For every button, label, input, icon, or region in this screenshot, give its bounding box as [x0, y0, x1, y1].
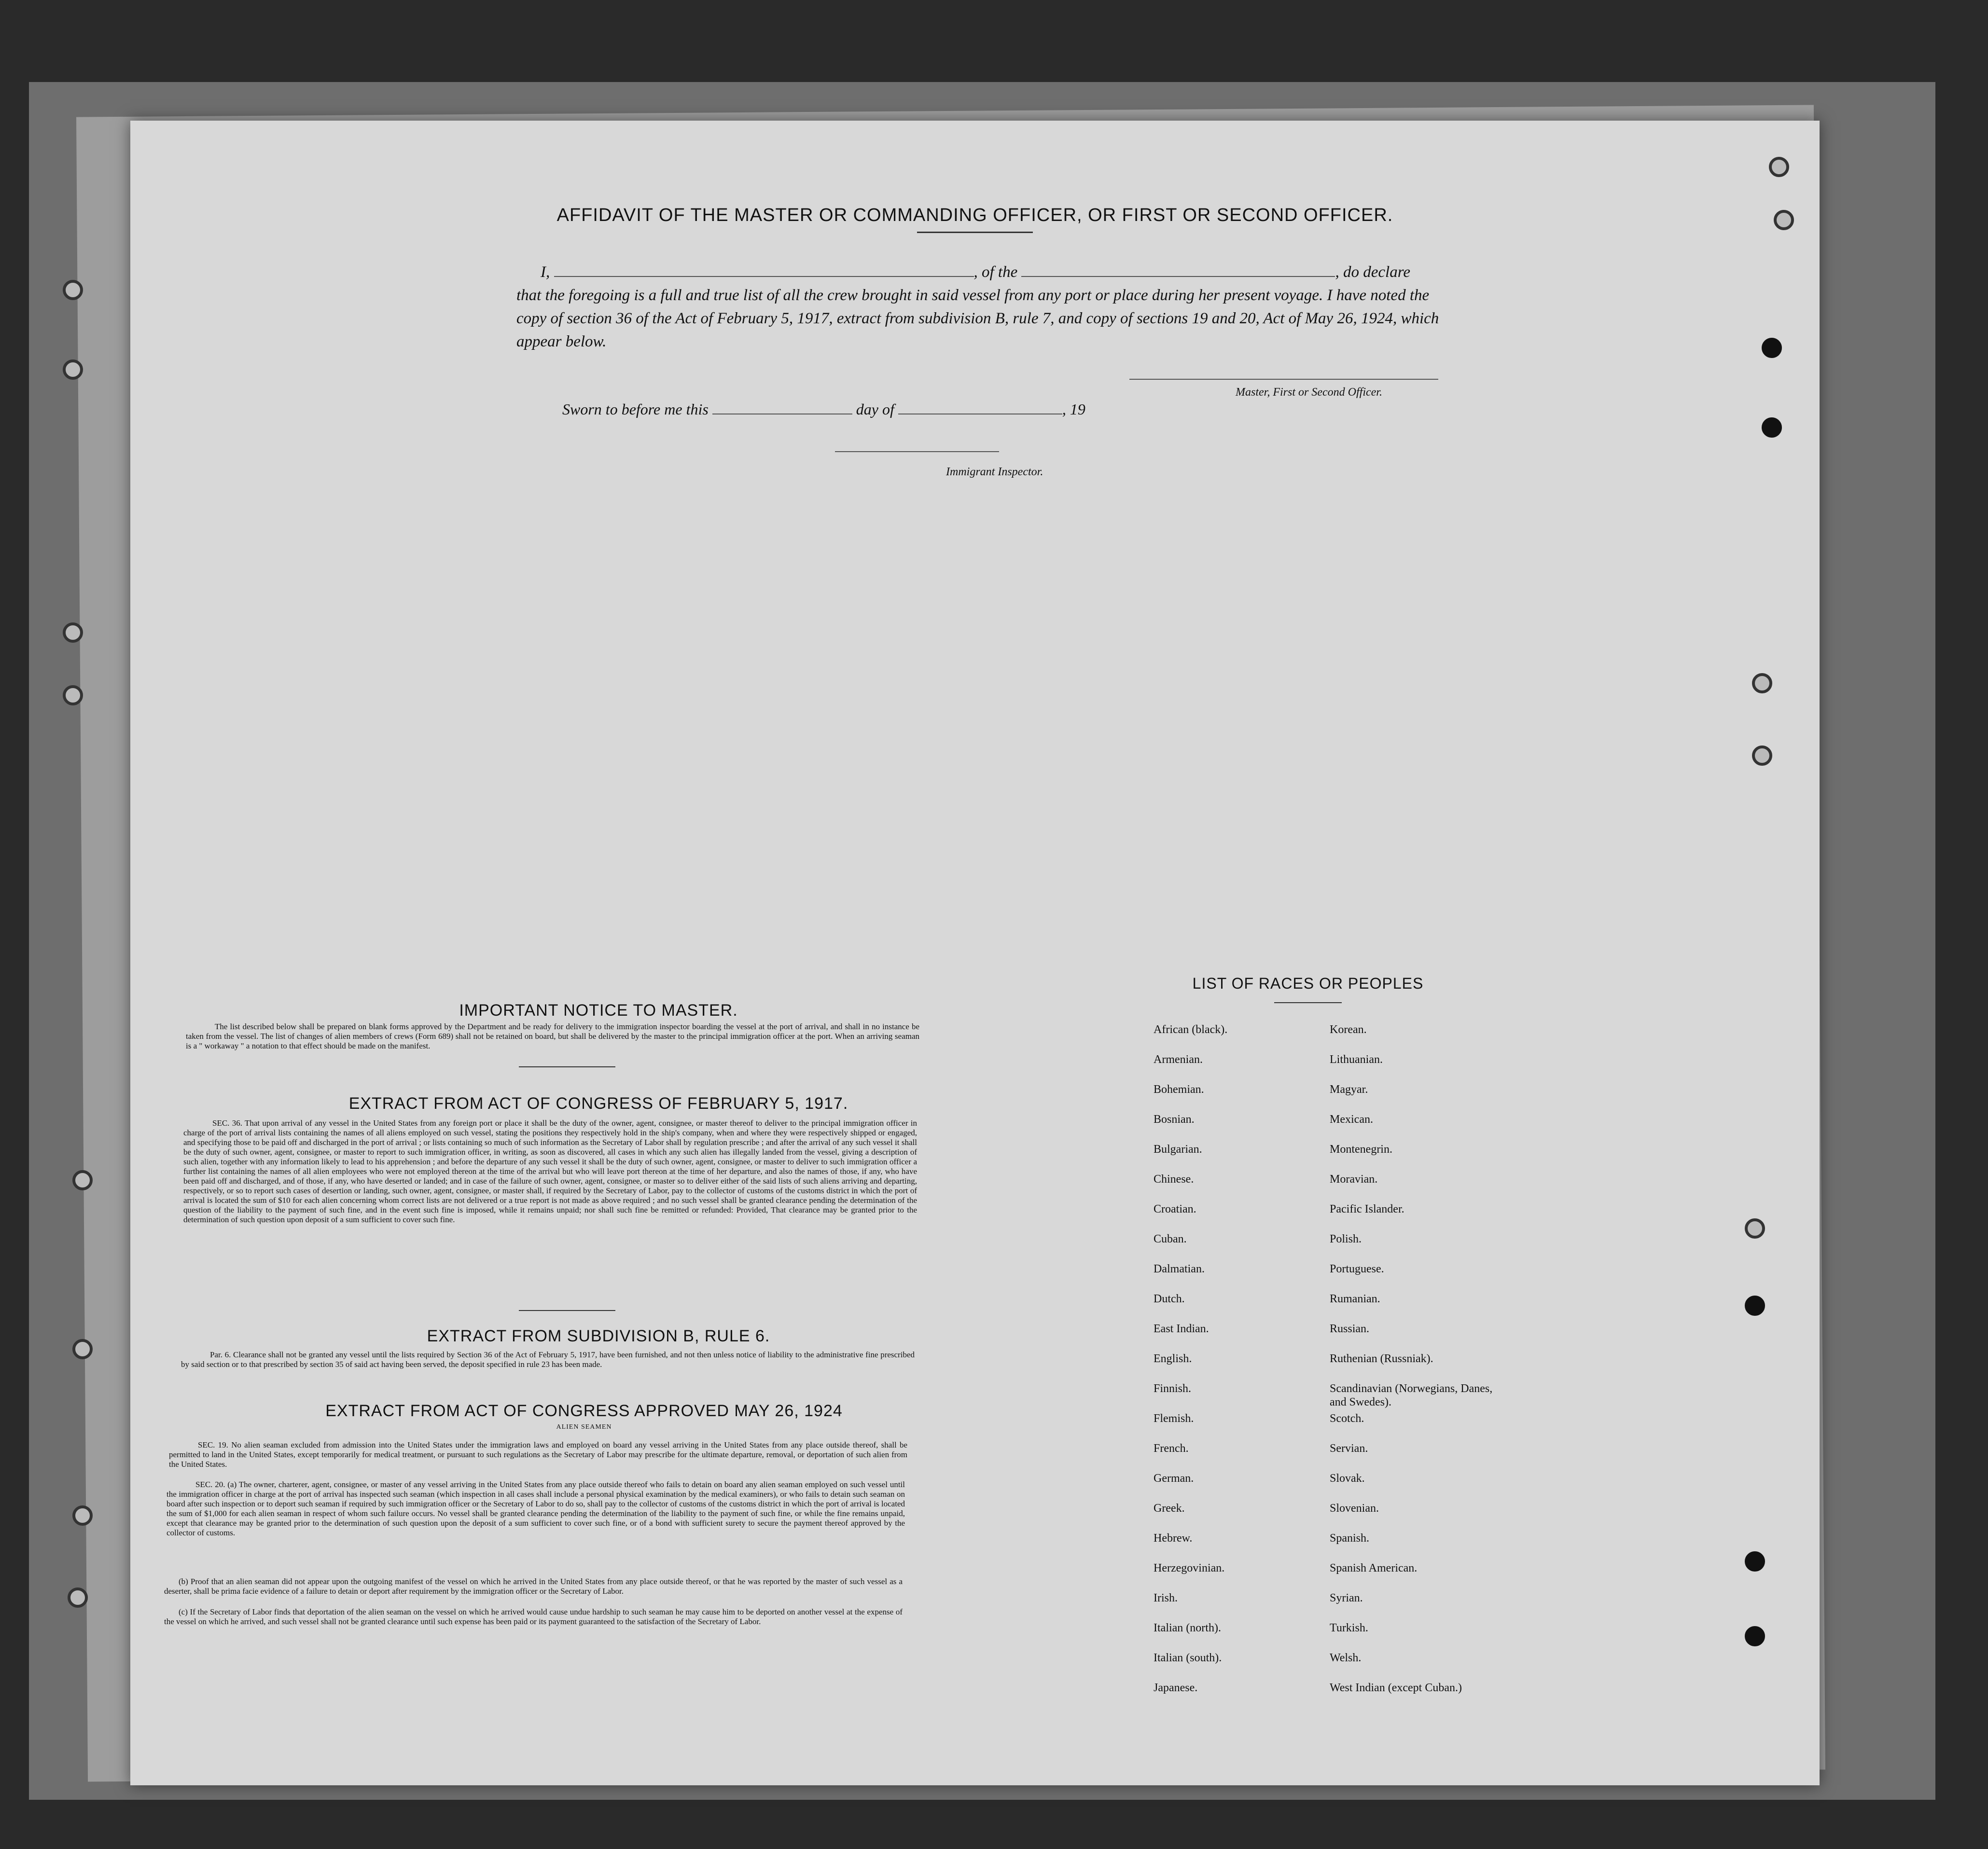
race-item: Scotch.: [1330, 1412, 1364, 1425]
punch-hole-icon: [1745, 1626, 1765, 1646]
race-item: Russian.: [1330, 1323, 1370, 1335]
sec20c-text: (c) If the Secretary of Labor finds that deportation of the alien seaman on the vessel on which he arrived would cause undue hardship to such seaman he may cause him to be deported on another vessel at the expense of the vessel on which he arrived, and such vessel shall not be granted clearance until such expense has been paid or its payment guaranteed to the satisfaction of the Secretary of Labor.: [164, 1607, 903, 1626]
race-item: Turkish.: [1330, 1622, 1368, 1634]
punch-hole-icon: [68, 1587, 88, 1608]
race-item: Dalmatian.: [1154, 1263, 1205, 1275]
race-item: Spanish American.: [1330, 1562, 1418, 1574]
punch-hole-icon: [63, 685, 83, 705]
race-item: Cuban.: [1154, 1233, 1187, 1245]
race-item: Servian.: [1330, 1442, 1368, 1455]
race-item: Mexican.: [1330, 1113, 1373, 1126]
race-item: Ruthenian (Russniak).: [1330, 1352, 1433, 1365]
inspector-signature-line[interactable]: [835, 451, 999, 452]
punch-hole-icon: [1745, 1296, 1765, 1316]
race-item: Armenian.: [1154, 1053, 1203, 1066]
race-item: Irish.: [1154, 1592, 1178, 1604]
race-item: Polish.: [1330, 1233, 1362, 1245]
race-item: Syrian.: [1330, 1592, 1363, 1604]
divider: [519, 1310, 615, 1311]
punch-hole-icon: [63, 280, 83, 300]
inspector-label: Immigrant Inspector.: [946, 466, 1043, 478]
extract-1917-text: SEC. 36. That upon arrival of any vessel in the United States from any foreign port or place it shall be the duty of the owner, agent, consignee, or master thereof to deliver to the principal immigration officer in charge of the port of arrival lists containing the names of all aliens employed on such vessel, stating the positions they respectively hold in the ship's company, when and where they were respectively shipped or engaged, and specifying those to be paid off and discharged in the port of arrival ; or lists containing so much of such information as the Secretary of Labor shall by regulation prescribe ; and after the arrival of any such vessel it shall be the duty of such owner, agent, consignee, or master to report to such immigration officer, in writing, as soon as discovered, all cases in which any such alien has illegally landed from the vessel, giving a description of such alien, together with any information likely to lead to his apprehension ; and before the departure of any such vessel it shall be the duty of such owner, agent, consignee, or master to deliver to such immigration officer a further list containing the names of all alien employees who were not employed thereon at the time of the arrival but who will leave port thereon at the time of her departure, and also the names of those, if any, who have been paid off and discharged, and of those, if any, who have deserted or landed; and in case of the failure of such owner, agent, consignee, or master so to deliver either of the said lists of such aliens arriving and departing, respectively, or so to report such cases of desertion or landing, such owner, agent, consignee, or master shall, if required by the Secretary of Labor, pay to the collector of customs of the customs district in which the port of arrival is located the sum of $10 for each alien concerning whom correct lists are not delivered or a true report is not made as above required ; and no such vessel shall be granted clearance pending the determination of the question of the liability to the payment of such fine, and in the event such fine is imposed, while it remains unpaid; nor shall such fine be remitted or refunded: Provided, That clearance may be granted prior to the determination of such question upon deposit of a sum sufficient to cover such fine.: [183, 1118, 917, 1224]
race-item: Bosnian.: [1154, 1113, 1195, 1126]
race-item: East Indian.: [1154, 1323, 1209, 1335]
race-item: Scandinavian (Norwegians, Danes, and Swedes).: [1330, 1382, 1493, 1408]
race-item: Japanese.: [1154, 1682, 1198, 1694]
name-blank[interactable]: [554, 266, 974, 277]
race-item: Montenegrin.: [1330, 1143, 1392, 1156]
race-item: African (black).: [1154, 1023, 1228, 1036]
sec20a-text: SEC. 20. (a) The owner, charterer, agent, consignee, or master of any vessel arriving in the United States from any place outside thereof who fails to detain on board any alien seaman employed on such vessel until the immigration officer in charge at the port of arrival has inspected such seaman (which inspection in all cases shall include a personal physical examination by the medical examiners), or who fails to detain such seaman on board after such inspection or to deport such seaman if required by such immigration officer or the Secretary of Labor to do so, shall pay to the collector of customs of the customs district in which the port of arrival is located the sum of $1,000 for each alien seaman in respect of whom such failure occurs. No vessel shall be granted clearance pending the determination of the liability to the payment of such fine, or while the fine remains unpaid, except that clearance may be granted prior to the determination of such question upon the deposit of a sum sufficient to cover such fine, or of a bond with sufficient surety to secure the payment thereof approved by the collector of customs.: [167, 1480, 905, 1537]
sec20b-text: (b) Proof that an alien seaman did not appear upon the outgoing manifest of the vessel on which he arrived in the United States from any place outside thereof, or that he was reported by the master of such vessel as a deserter, shall be prima facie evidence of a failure to detain or deport after requirement by the immigration officer or the Secretary of Labor.: [164, 1577, 903, 1596]
affidavit-i: I,: [541, 263, 550, 281]
affidavit-of-the: , of the: [973, 263, 1018, 281]
races-title: LIST OF RACES OR PEOPLES: [1192, 975, 1424, 992]
race-item: French.: [1154, 1442, 1189, 1455]
race-item: Dutch.: [1154, 1293, 1185, 1305]
race-item: Slovenian.: [1330, 1502, 1379, 1515]
race-item: Pacific Islander.: [1330, 1203, 1404, 1215]
punch-hole-icon: [1774, 210, 1794, 230]
race-item: Welsh.: [1330, 1652, 1362, 1664]
notice-title: IMPORTANT NOTICE TO MASTER.: [459, 1001, 738, 1020]
race-item: Portuguese.: [1330, 1263, 1384, 1275]
race-item: Moravian.: [1330, 1173, 1378, 1186]
race-item: Slovak.: [1330, 1472, 1365, 1485]
race-item: Bulgarian.: [1154, 1143, 1202, 1156]
subdivision-b-title: EXTRACT FROM SUBDIVISION B, RULE 6.: [427, 1327, 770, 1345]
race-item: West Indian (except Cuban.): [1330, 1682, 1462, 1694]
punch-hole-icon: [72, 1170, 93, 1190]
signature-line[interactable]: [1129, 379, 1438, 380]
punch-hole-icon: [72, 1339, 93, 1359]
sworn-day-of: day of: [856, 400, 894, 418]
sworn-month-blank[interactable]: [898, 404, 1062, 414]
race-item: Finnish.: [1154, 1382, 1192, 1395]
race-item: Spanish.: [1330, 1532, 1370, 1545]
notice-text: The list described below shall be prepared on blank forms approved by the Department and be ready for delivery to the immigration inspector boarding the vessel at the port of arrival, and shall in no instance be taken from the vessel. The list of changes of alien members of crews (Form 689) shall not be retained on board, but shall be delivered by the master to the principal immigration officer at the port. When an arriving seaman is a " workaway " a notation to that effect should be made on the manifest.: [186, 1022, 919, 1050]
signature-label: Master, First or Second Officer.: [1236, 386, 1382, 399]
extract-1924-subtitle: ALIEN SEAMEN: [556, 1423, 612, 1431]
race-item: Rumanian.: [1330, 1293, 1380, 1305]
sworn-line: [562, 400, 1085, 418]
races-column-2: [1330, 1023, 1503, 1711]
race-item: Magyar.: [1330, 1083, 1368, 1096]
extract-1924-title: EXTRACT FROM ACT OF CONGRESS APPROVED MAY 26, 1924: [325, 1402, 843, 1420]
sworn-year: , 19: [1062, 400, 1085, 418]
sworn-day-blank[interactable]: [712, 404, 852, 414]
subdivision-b-text: Par. 6. Clearance shall not be granted any vessel until the lists required by Section 36 of the Act of February 5, 1917, have been furnished, and not then unless notice of liability to the administrative fine prescribed by said section or to that prescribed by section 35 of said act having been served, the deposit specified in rule 23 has been made.: [181, 1350, 915, 1369]
punch-hole-icon: [1745, 1218, 1765, 1239]
race-item: Italian (south).: [1154, 1652, 1222, 1664]
race-item: German.: [1154, 1472, 1194, 1485]
affidavit-body: [516, 261, 1462, 353]
affidavit-declare: , do declare: [1335, 263, 1410, 281]
divider: [917, 232, 1033, 233]
race-item: Chinese.: [1154, 1173, 1194, 1186]
sworn-text: Sworn to before me this: [562, 400, 709, 418]
race-item: English.: [1154, 1352, 1192, 1365]
vessel-blank[interactable]: [1021, 266, 1335, 277]
punch-hole-icon: [72, 1505, 93, 1526]
affidavit-title: AFFIDAVIT OF THE MASTER OR COMMANDING OFFICER, OR FIRST OR SECOND OFFICER.: [556, 205, 1393, 225]
punch-hole-icon: [1769, 157, 1789, 177]
punch-hole-icon: [63, 622, 83, 643]
punch-hole-icon: [1752, 673, 1772, 693]
race-item: Croatian.: [1154, 1203, 1196, 1215]
punch-hole-icon: [1762, 417, 1782, 438]
divider: [519, 1066, 615, 1067]
race-item: Flemish.: [1154, 1412, 1194, 1425]
sec19-text: SEC. 19. No alien seaman excluded from admission into the United States under the immigration laws and employed on board any vessel arriving in the United States from any place outside thereof, shall be permitted to land in the United States, except temporarily for medical treatment, or pursuant to such regulations as the Secretary of Labor may prescribe for the ultimate departure, removal, or deportation of such alien from the United States.: [169, 1440, 907, 1469]
race-item: Greek.: [1154, 1502, 1185, 1515]
race-item: Italian (north).: [1154, 1622, 1221, 1634]
race-item: Lithuanian.: [1330, 1053, 1383, 1066]
punch-hole-icon: [1752, 745, 1772, 766]
race-item: Herzegovinian.: [1154, 1562, 1225, 1574]
affidavit-text: that the foregoing is a full and true list of all the crew brought in said vessel from any port or place during her present voyage. I have noted the copy of section 36 of the Act of February 5, 1917, extract from subdivision B, rule 7, and copy of sections 19 and 20, Act of May 26, 1924, which appear below.: [516, 287, 1439, 350]
divider: [1274, 1002, 1342, 1003]
races-column-1: [1154, 1023, 1227, 1711]
race-item: Bohemian.: [1154, 1083, 1204, 1096]
punch-hole-icon: [63, 359, 83, 380]
punch-hole-icon: [1762, 338, 1782, 358]
race-item: Korean.: [1330, 1023, 1367, 1036]
extract-1917-title: EXTRACT FROM ACT OF CONGRESS OF FEBRUARY 5, 1917.: [348, 1094, 848, 1113]
race-item: Hebrew.: [1154, 1532, 1193, 1545]
punch-hole-icon: [1745, 1551, 1765, 1572]
